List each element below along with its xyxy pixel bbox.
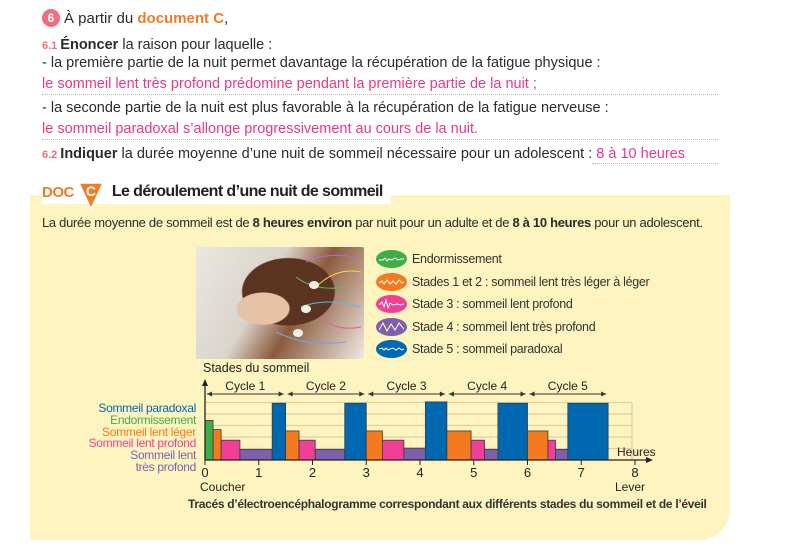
stage-bar — [286, 431, 299, 460]
y-axis-arrow-icon — [202, 379, 208, 386]
cycle-label: Cycle 4 — [467, 379, 508, 393]
answer-6-1-item-1: le sommeil lent très profond prédomine pendant la première partie de la nuit ; — [42, 76, 537, 92]
stage-bar — [272, 403, 285, 460]
exercise-heading: 6 À partir du document C, — [42, 9, 228, 27]
legend-item-endormissement: Endormissement — [376, 248, 649, 271]
cycle-label: Cycle 2 — [305, 379, 346, 393]
exercise-number-badge: 6 — [42, 9, 60, 27]
stage-bar — [315, 449, 345, 460]
x-tick-sublabel: Lever — [615, 480, 646, 494]
stage-bar — [240, 449, 272, 460]
legend-item-stades-1-2: Stades 1 et 2 : sommeil lent très léger à léger — [376, 271, 649, 294]
document-c-reference: document C — [137, 10, 225, 27]
question-6-1-item-2: - la seconde partie de la nuit est plus favorable à la récupération de la fatigue nerveuse : — [42, 100, 609, 116]
x-tick-label: 6 — [523, 465, 532, 480]
cycle-label: Cycle 3 — [386, 379, 427, 393]
y-axis-title: Stades du sommeil — [203, 361, 310, 375]
cycle-label: Cycle 5 — [547, 379, 588, 393]
x-tick-label: 1 — [255, 465, 263, 480]
x-tick-label: 0 — [201, 465, 209, 480]
stage-bar — [528, 431, 548, 460]
cycle-label: Cycle 1 — [225, 379, 266, 393]
legend-item-stade-3: Stade 3 : sommeil lent profond — [376, 293, 649, 316]
stage-bar — [498, 403, 528, 460]
stage-bar — [366, 431, 382, 460]
legend-item-stade-5: Stade 5 : sommeil paradoxal — [376, 338, 649, 361]
x-tick-label: 5 — [470, 465, 478, 480]
stage-bar — [404, 448, 426, 460]
stage-bar — [447, 431, 471, 460]
stage-bar — [382, 440, 404, 460]
doc-label: DOC — [42, 183, 74, 201]
x-tick-label: 2 — [308, 465, 317, 480]
question-6-2: 6.2 Indiquer la durée moyenne d’une nuit de sommeil nécessaire pour un adolescent : 8 à 10 heures — [42, 146, 685, 162]
stage-bar — [485, 449, 498, 460]
stage-bar — [299, 440, 315, 460]
doc-intro-text: La durée moyenne de sommeil est de 8 heures environ par nuit pour un adulte et de 8 à 10 heures pour un adolescent. — [42, 215, 703, 230]
x-tick-label: 3 — [362, 465, 370, 480]
doc-letter-badge: C — [78, 181, 104, 211]
stage-bar — [568, 403, 608, 460]
y-category-label: Sommeil lent — [130, 448, 196, 462]
y-category-label: Sommeil lent profond — [88, 436, 196, 450]
stage-bar — [213, 430, 221, 460]
stage-bar — [205, 420, 213, 460]
y-category-label: Sommeil paradoxal — [98, 401, 196, 415]
stage-bar — [425, 402, 447, 460]
doc-title: Le déroulement d’une nuit de sommeil — [111, 183, 383, 200]
stage-bar — [471, 440, 484, 460]
answer-6-2: 8 à 10 heures — [596, 146, 685, 162]
y-category-label: très profond — [135, 460, 196, 474]
chart-caption: Tracés d’électroencéphalogramme correspondant aux différents stades du sommeil et de l’éveil — [188, 497, 707, 511]
question-6-1-item-1: - la première partie de la nuit permet davantage la récupération de la fatigue physique : — [42, 55, 601, 71]
x-tick-label: 7 — [577, 465, 585, 480]
answer-6-1-item-2: le sommeil paradoxal s’allonge progressivement au cours de la nuit. — [42, 121, 479, 137]
y-category-label: Endormissement — [110, 413, 196, 427]
x-tick-sublabel: Coucher — [200, 480, 246, 494]
question-6-1: 6.1 Énoncer la raison pour laquelle : — [42, 37, 273, 53]
x-tick-label: 8 — [631, 465, 639, 480]
stage-bar — [345, 403, 367, 460]
y-category-label: Sommeil lent léger — [102, 425, 196, 439]
x-tick-label: 4 — [416, 465, 424, 480]
legend-item-stade-4: Stade 4 : sommeil lent très profond — [376, 316, 649, 339]
stage-bar — [548, 440, 556, 460]
stage-bar — [221, 440, 240, 460]
x-axis-label: Heures — [617, 445, 656, 459]
stage-bar — [555, 449, 567, 460]
